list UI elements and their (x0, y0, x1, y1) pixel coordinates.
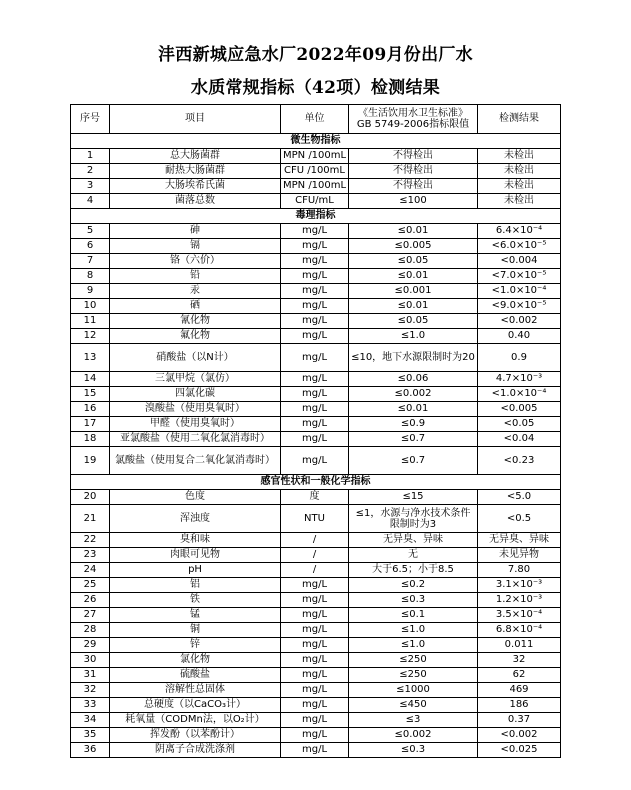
doc-title-line2: 水质常规指标（42项）检测结果 (190, 78, 441, 98)
cell-result: 62 (478, 668, 561, 683)
cell-result: <0.05 (478, 417, 561, 432)
table-row (71, 638, 561, 653)
table-row (71, 149, 561, 164)
cell-item: 硝酸盐（以N计） (110, 344, 281, 372)
cell-limit: 不得检出 (349, 164, 478, 179)
cell-result: 469 (478, 683, 561, 698)
cell-no: 7 (71, 254, 110, 269)
cell-unit: / (281, 548, 349, 563)
cell-no: 35 (71, 728, 110, 743)
cell-limit: 大于6.5；小于8.5 (349, 563, 478, 578)
cell-item: 色度 (110, 490, 281, 505)
section-row (71, 475, 561, 490)
table-row (71, 563, 561, 578)
table-row (71, 490, 561, 505)
cell-limit: ≤1，水源与净水技术条件限制时为3 (349, 505, 478, 533)
cell-result: 0.011 (478, 638, 561, 653)
cell-result: <5.0 (478, 490, 561, 505)
cell-limit: 不得检出 (349, 179, 478, 194)
cell-item: 大肠埃希氏菌 (110, 179, 281, 194)
header-row (71, 105, 561, 134)
header-no: 序号 (71, 105, 110, 134)
table-row (71, 698, 561, 713)
cell-item: 亚氯酸盐（使用二氧化氯消毒时） (110, 432, 281, 447)
cell-limit: ≤1.0 (349, 329, 478, 344)
cell-no: 20 (71, 490, 110, 505)
cell-limit: ≤0.9 (349, 417, 478, 432)
cell-no: 10 (71, 299, 110, 314)
cell-no: 19 (71, 447, 110, 475)
cell-unit: mg/L (281, 239, 349, 254)
cell-unit: mg/L (281, 432, 349, 447)
table-row (71, 728, 561, 743)
cell-result: <1.0×10⁻⁴ (478, 387, 561, 402)
cell-limit: ≤250 (349, 668, 478, 683)
cell-no: 24 (71, 563, 110, 578)
cell-unit: mg/L (281, 578, 349, 593)
cell-limit: ≤1000 (349, 683, 478, 698)
cell-unit: MPN /100mL (281, 149, 349, 164)
table-row (71, 593, 561, 608)
table-row (71, 623, 561, 638)
cell-limit: ≤0.7 (349, 432, 478, 447)
table-row (71, 224, 561, 239)
cell-no: 22 (71, 533, 110, 548)
cell-no: 28 (71, 623, 110, 638)
cell-item: 氯化物 (110, 653, 281, 668)
cell-no: 29 (71, 638, 110, 653)
section-title: 微生物指标 (71, 134, 561, 149)
cell-limit: ≤0.7 (349, 447, 478, 475)
cell-unit: / (281, 563, 349, 578)
cell-no: 17 (71, 417, 110, 432)
cell-item: 菌落总数 (110, 194, 281, 209)
cell-unit: mg/L (281, 683, 349, 698)
cell-item: 铅 (110, 269, 281, 284)
cell-limit: ≤0.01 (349, 269, 478, 284)
section-row (71, 134, 561, 149)
cell-unit: mg/L (281, 284, 349, 299)
cell-limit: ≤0.005 (349, 239, 478, 254)
table-row (71, 533, 561, 548)
cell-limit: ≤100 (349, 194, 478, 209)
cell-result: 未检出 (478, 179, 561, 194)
results-table-body (71, 134, 561, 758)
cell-item: pH (110, 563, 281, 578)
cell-result: 未见异物 (478, 548, 561, 563)
table-row (71, 194, 561, 209)
cell-limit: ≤10，地下水源限制时为20 (349, 344, 478, 372)
cell-limit: ≤0.06 (349, 372, 478, 387)
table-row (71, 372, 561, 387)
cell-item: 硫酸盐 (110, 668, 281, 683)
cell-no: 11 (71, 314, 110, 329)
cell-unit: MPN /100mL (281, 179, 349, 194)
cell-result: 7.80 (478, 563, 561, 578)
header-limit: 《生活饮用水卫生标准》GB 5749-2006指标限值 (349, 105, 478, 134)
cell-no: 18 (71, 432, 110, 447)
cell-item: 汞 (110, 284, 281, 299)
cell-limit: ≤0.2 (349, 578, 478, 593)
cell-item: 氯酸盐（使用复合二氧化氯消毒时） (110, 447, 281, 475)
cell-limit: ≤15 (349, 490, 478, 505)
cell-unit: mg/L (281, 743, 349, 758)
cell-item: 硒 (110, 299, 281, 314)
cell-item: 四氯化碳 (110, 387, 281, 402)
table-row (71, 447, 561, 475)
table-row (71, 417, 561, 432)
table-row (71, 254, 561, 269)
cell-result: <0.04 (478, 432, 561, 447)
cell-item: 三氯甲烷（氯仿） (110, 372, 281, 387)
table-row (71, 314, 561, 329)
cell-item: 铜 (110, 623, 281, 638)
cell-result: <1.0×10⁻⁴ (478, 284, 561, 299)
table-row (71, 608, 561, 623)
table-row (71, 432, 561, 447)
table-row (71, 344, 561, 372)
cell-item: 溶解性总固体 (110, 683, 281, 698)
cell-unit: mg/L (281, 623, 349, 638)
cell-unit: mg/L (281, 269, 349, 284)
cell-result: 0.40 (478, 329, 561, 344)
table-row (71, 387, 561, 402)
cell-no: 31 (71, 668, 110, 683)
results-table (70, 104, 561, 758)
cell-limit: ≤0.05 (349, 254, 478, 269)
cell-item: 耗氧量（CODMn法，以O₂计） (110, 713, 281, 728)
section-title: 感官性状和一般化学指标 (71, 475, 561, 490)
table-row (71, 743, 561, 758)
cell-limit: ≤1.0 (349, 638, 478, 653)
table-row (71, 548, 561, 563)
cell-unit: mg/L (281, 314, 349, 329)
cell-limit: ≤0.01 (349, 224, 478, 239)
cell-result: <0.004 (478, 254, 561, 269)
cell-unit: mg/L (281, 254, 349, 269)
table-row (71, 505, 561, 533)
table-row (71, 179, 561, 194)
cell-item: 溴酸盐（使用臭氧时） (110, 402, 281, 417)
cell-limit: ≤3 (349, 713, 478, 728)
cell-item: 氟化物 (110, 329, 281, 344)
cell-limit: ≤0.002 (349, 728, 478, 743)
cell-unit: mg/L (281, 653, 349, 668)
cell-result: <6.0×10⁻⁵ (478, 239, 561, 254)
cell-unit: mg/L (281, 698, 349, 713)
cell-limit: ≤0.3 (349, 743, 478, 758)
cell-no: 30 (71, 653, 110, 668)
cell-unit: mg/L (281, 224, 349, 239)
cell-no: 15 (71, 387, 110, 402)
table-row (71, 239, 561, 254)
table-row (71, 269, 561, 284)
header-unit: 单位 (281, 105, 349, 134)
table-row (71, 329, 561, 344)
cell-result: <0.002 (478, 314, 561, 329)
cell-item: 镉 (110, 239, 281, 254)
cell-no: 21 (71, 505, 110, 533)
cell-result: <0.5 (478, 505, 561, 533)
table-row (71, 299, 561, 314)
cell-no: 27 (71, 608, 110, 623)
cell-limit: ≤450 (349, 698, 478, 713)
cell-limit: ≤250 (349, 653, 478, 668)
cell-result: 6.8×10⁻⁴ (478, 623, 561, 638)
cell-item: 肉眼可见物 (110, 548, 281, 563)
cell-result: <0.23 (478, 447, 561, 475)
cell-no: 9 (71, 284, 110, 299)
cell-item: 甲醛（使用臭氧时） (110, 417, 281, 432)
cell-no: 3 (71, 179, 110, 194)
cell-result: 未检出 (478, 194, 561, 209)
cell-result: 3.1×10⁻³ (478, 578, 561, 593)
table-row (71, 578, 561, 593)
cell-limit: ≤0.01 (349, 402, 478, 417)
cell-unit: mg/L (281, 344, 349, 372)
cell-limit: ≤0.05 (349, 314, 478, 329)
cell-unit: mg/L (281, 593, 349, 608)
cell-no: 25 (71, 578, 110, 593)
table-row (71, 713, 561, 728)
cell-unit: mg/L (281, 713, 349, 728)
cell-item: 浑浊度 (110, 505, 281, 533)
cell-result: 1.2×10⁻³ (478, 593, 561, 608)
cell-unit: mg/L (281, 638, 349, 653)
cell-limit: ≤0.1 (349, 608, 478, 623)
cell-item: 锌 (110, 638, 281, 653)
cell-no: 14 (71, 372, 110, 387)
cell-no: 13 (71, 344, 110, 372)
cell-no: 4 (71, 194, 110, 209)
cell-unit: mg/L (281, 402, 349, 417)
cell-limit: ≤0.002 (349, 387, 478, 402)
cell-unit: mg/L (281, 668, 349, 683)
cell-result: <7.0×10⁻⁵ (478, 269, 561, 284)
section-row (71, 209, 561, 224)
table-row (71, 668, 561, 683)
cell-item: 砷 (110, 224, 281, 239)
cell-no: 12 (71, 329, 110, 344)
cell-no: 2 (71, 164, 110, 179)
cell-no: 23 (71, 548, 110, 563)
table-row (71, 402, 561, 417)
cell-no: 16 (71, 402, 110, 417)
cell-no: 36 (71, 743, 110, 758)
section-title: 毒理指标 (71, 209, 561, 224)
cell-unit: mg/L (281, 387, 349, 402)
cell-limit: 无异臭、异味 (349, 533, 478, 548)
cell-unit: CFU /100mL (281, 164, 349, 179)
cell-unit: mg/L (281, 372, 349, 387)
cell-unit: mg/L (281, 299, 349, 314)
cell-result: <0.002 (478, 728, 561, 743)
cell-result: 186 (478, 698, 561, 713)
cell-item: 耐热大肠菌群 (110, 164, 281, 179)
cell-result: <0.025 (478, 743, 561, 758)
cell-item: 总大肠菌群 (110, 149, 281, 164)
table-row (71, 284, 561, 299)
cell-unit: / (281, 533, 349, 548)
cell-result: 3.5×10⁻⁴ (478, 608, 561, 623)
cell-item: 铝 (110, 578, 281, 593)
cell-result: <9.0×10⁻⁵ (478, 299, 561, 314)
cell-item: 铁 (110, 593, 281, 608)
cell-result: 4.7×10⁻³ (478, 372, 561, 387)
cell-result: 0.9 (478, 344, 561, 372)
cell-no: 26 (71, 593, 110, 608)
cell-item: 臭和味 (110, 533, 281, 548)
cell-no: 6 (71, 239, 110, 254)
cell-unit: CFU/mL (281, 194, 349, 209)
table-row (71, 164, 561, 179)
table-row (71, 683, 561, 698)
cell-result: 0.37 (478, 713, 561, 728)
cell-unit: mg/L (281, 608, 349, 623)
cell-no: 33 (71, 698, 110, 713)
cell-result: 无异臭、异味 (478, 533, 561, 548)
cell-result: <0.005 (478, 402, 561, 417)
cell-item: 氰化物 (110, 314, 281, 329)
cell-item: 总硬度（以CaCO₃计） (110, 698, 281, 713)
cell-no: 34 (71, 713, 110, 728)
header-item: 项目 (110, 105, 281, 134)
cell-item: 铬（六价） (110, 254, 281, 269)
cell-no: 32 (71, 683, 110, 698)
cell-no: 5 (71, 224, 110, 239)
header-result: 检测结果 (478, 105, 561, 134)
cell-unit: NTU (281, 505, 349, 533)
cell-item: 锰 (110, 608, 281, 623)
cell-unit: 度 (281, 490, 349, 505)
cell-result: 32 (478, 653, 561, 668)
cell-result: 未检出 (478, 149, 561, 164)
cell-limit: 不得检出 (349, 149, 478, 164)
doc-title-line1: 沣西新城应急水厂2022年09月份出厂水 (158, 45, 473, 65)
cell-unit: mg/L (281, 329, 349, 344)
cell-unit: mg/L (281, 447, 349, 475)
cell-result: 未检出 (478, 164, 561, 179)
cell-unit: mg/L (281, 417, 349, 432)
cell-unit: mg/L (281, 728, 349, 743)
cell-limit: 无 (349, 548, 478, 563)
cell-result: 6.4×10⁻⁴ (478, 224, 561, 239)
cell-item: 挥发酚（以苯酚计） (110, 728, 281, 743)
cell-no: 8 (71, 269, 110, 284)
cell-limit: ≤0.3 (349, 593, 478, 608)
cell-item: 阴离子合成洗涤剂 (110, 743, 281, 758)
cell-limit: ≤0.001 (349, 284, 478, 299)
cell-limit: ≤1.0 (349, 623, 478, 638)
cell-limit: ≤0.01 (349, 299, 478, 314)
table-row (71, 653, 561, 668)
cell-no: 1 (71, 149, 110, 164)
